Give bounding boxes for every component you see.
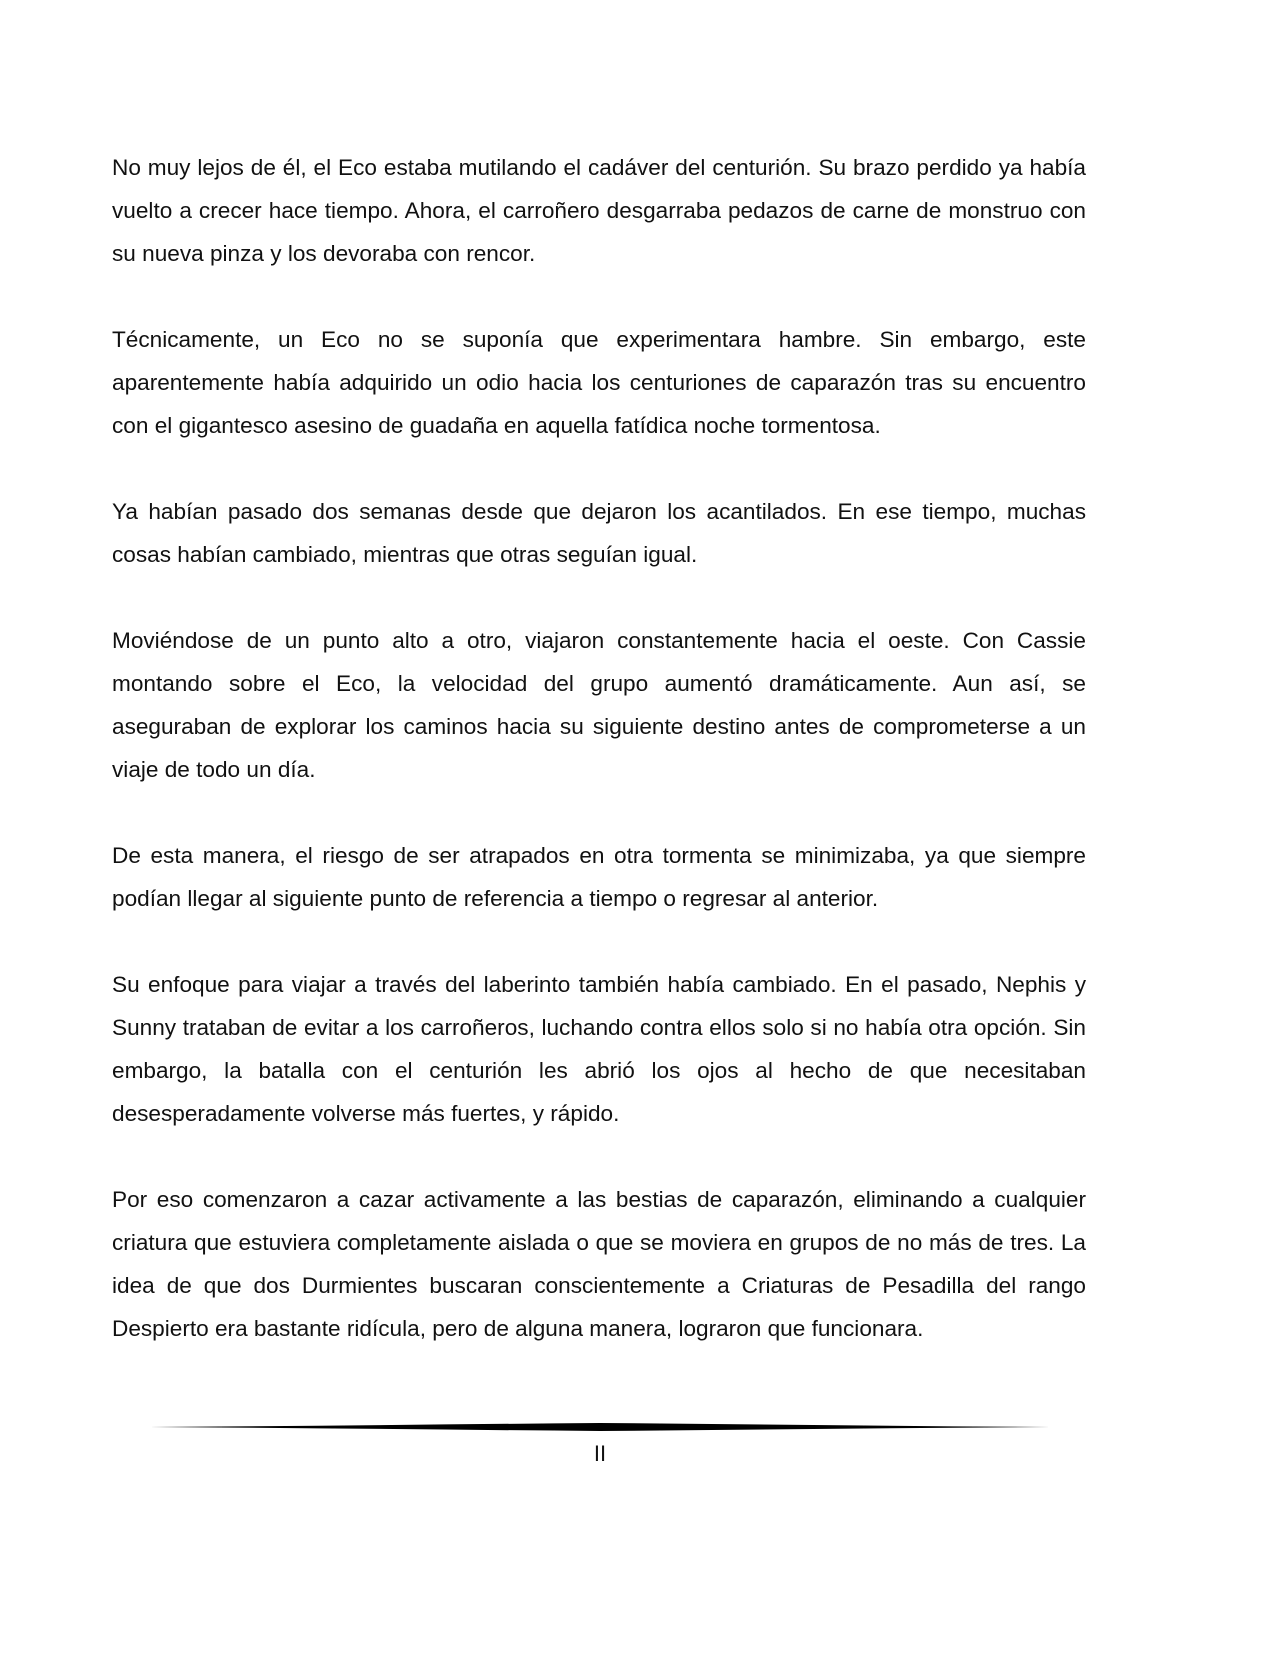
paragraph: Moviéndose de un punto alto a otro, viajaron constantemente hacia el oeste. Con Cassie montando sobre el Eco, la velocidad del grupo aumentó dramáticamente. Aun así, se aseguraban de explorar los caminos hacia su siguiente destino antes de comprometerse a un viaje de todo un día.	[112, 628, 1086, 782]
ornamental-divider	[150, 1420, 1050, 1434]
paragraph: De esta manera, el riesgo de ser atrapados en otra tormenta se minimizaba, ya que siempre podían llegar al siguiente punto de referencia a tiempo o regresar al anterior.	[112, 843, 1086, 911]
paragraph: Ya habían pasado dos semanas desde que dejaron los acantilados. En ese tiempo, muchas cosas habían cambiado, mientras que otras seguían igual.	[112, 499, 1086, 567]
paragraph: Su enfoque para viajar a través del laberinto también había cambiado. En el pasado, Nephis y Sunny trataban de evitar a los carroñeros, luchando contra ellos solo si no había otra opción. Sin embargo, la batalla con el centurión les abrió los ojos al hecho de que necesitaban desesperadamente volverse más fuertes, y rápido.	[112, 972, 1086, 1126]
divider-swash	[150, 1423, 1050, 1431]
paragraph: Técnicamente, un Eco no se suponía que experimentara hambre. Sin embargo, este aparentemente había adquirido un odio hacia los centuriones de caparazón tras su encuentro con el gigantesco asesino de guadaña en aquella fatídica noche tormentosa.	[112, 327, 1086, 438]
paragraph: No muy lejos de él, el Eco estaba mutilando el cadáver del centurión. Su brazo perdido ya había vuelto a crecer hace tiempo. Ahora, el carroñero desgarraba pedazos de carne de monstruo con su nueva pinza y los devoraba con rencor.	[112, 155, 1086, 266]
paragraph: Por eso comenzaron a cazar activamente a las bestias de caparazón, eliminando a cualquier criatura que estuviera completamente aislada o que se moviera en grupos de no más de tres. La idea de que dos Durmientes buscaran conscientemente a Criaturas de Pesadilla del rango Despierto era bastante ridícula, pero de alguna manera, lograron que funcionara.	[112, 1187, 1086, 1341]
body-text	[112, 146, 1086, 1350]
page-number: II	[593, 1441, 607, 1466]
